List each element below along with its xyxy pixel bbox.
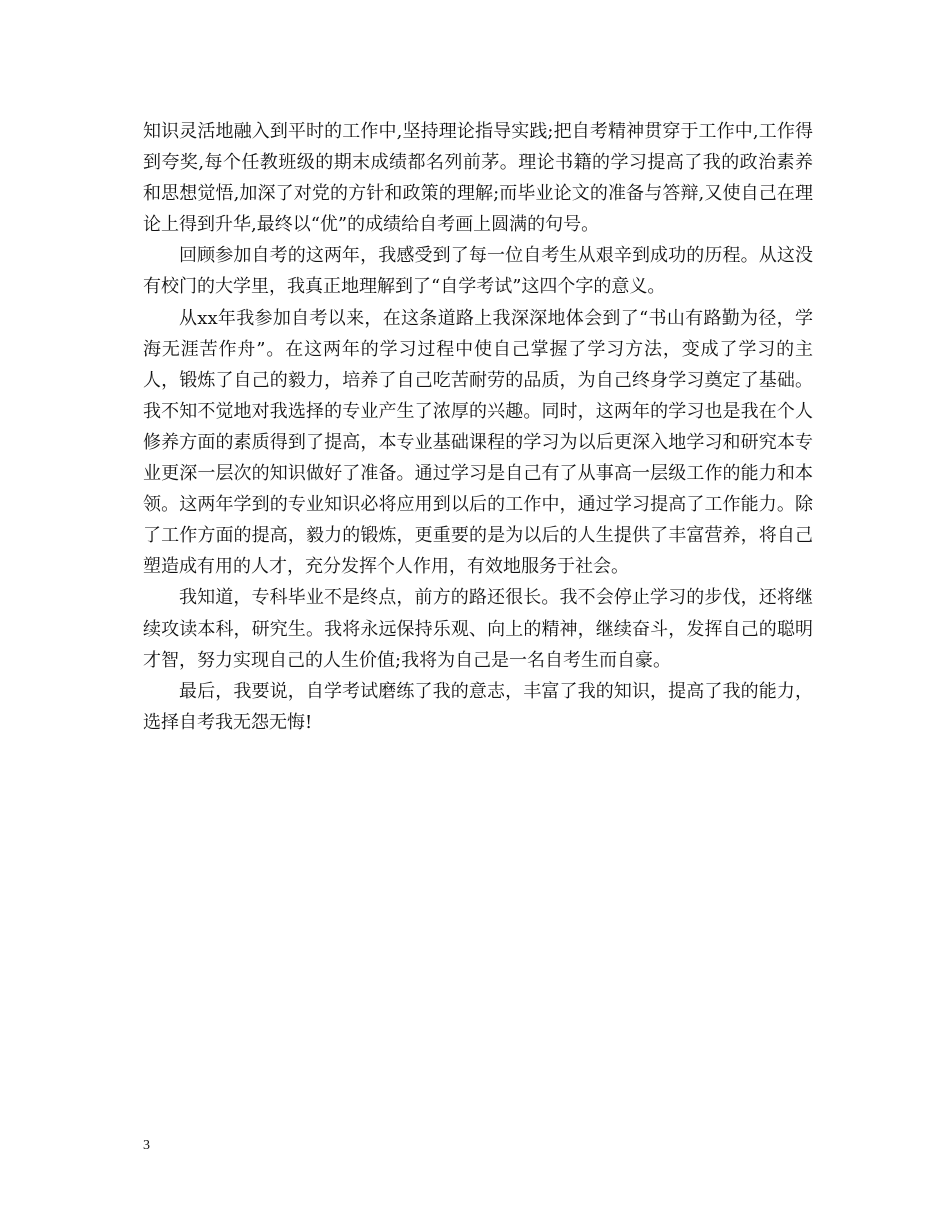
paragraph-5: 最后，我要说，自学考试磨练了我的意志，丰富了我的知识，提高了我的能力，选择自考我无怨无悔! <box>143 680 813 733</box>
paragraph-2: 回顾参加自考的这两年，我感受到了每一位自考生从艰辛到成功的历程。从这没有校门的大学里，我真正地理解到了“自学考试”这四个字的意义。 <box>143 245 813 298</box>
paragraph-3: 从xx年我参加自考以来，在这条道路上我深深地体会到了“书山有路勤为径，学海无涯苦作舟”。在这两年的学习过程中使自己掌握了学习方法，变成了学习的主人，锻炼了自己的毅力，培养了自己吃苦耐劳的品质，为自己终身学习奠定了基础。我不知不觉地对我选择的专业产生了浓厚的兴趣。同时，这两年的学习也是我在个人修养方面的素质得到了提高，本专业基础课程的学习为以后更深入地学习和研究本专业更深一层次的知识做好了准备。通过学习是自己有了从事高一层级工作的能力和本领。这两年学到的专业知识必将应用到以后的工作中，通过学习提高了工作能力。除了工作方面的提高，毅力的锻炼，更重要的是为以后的人生提供了丰富营养，将自己塑造成有用的人才，充分发挥个人作用，有效地服务于社会。 <box>143 307 813 578</box>
body-text <box>143 116 813 738</box>
page-number: 3 <box>143 1138 150 1153</box>
paragraph-1: 知识灵活地融入到平时的工作中,坚持理论指导实践;把自考精神贯穿于工作中,工作得到夸奖,每个任教班级的期末成绩都名列前茅。理论书籍的学习提高了我的政治素养和思想觉悟,加深了对党的方针和政策的理解;而毕业论文的准备与答辩,又使自己在理论上得到升华,最终以“优”的成绩给自考画上圆满的句号。 <box>143 121 813 236</box>
paragraph-4: 我知道，专科毕业不是终点，前方的路还很长。我不会停止学习的步伐，还将继续攻读本科，研究生。我将永远保持乐观、向上的精神，继续奋斗，发挥自己的聪明才智，努力实现自己的人生价值;我将为自己是一名自考生而自豪。 <box>143 587 813 671</box>
